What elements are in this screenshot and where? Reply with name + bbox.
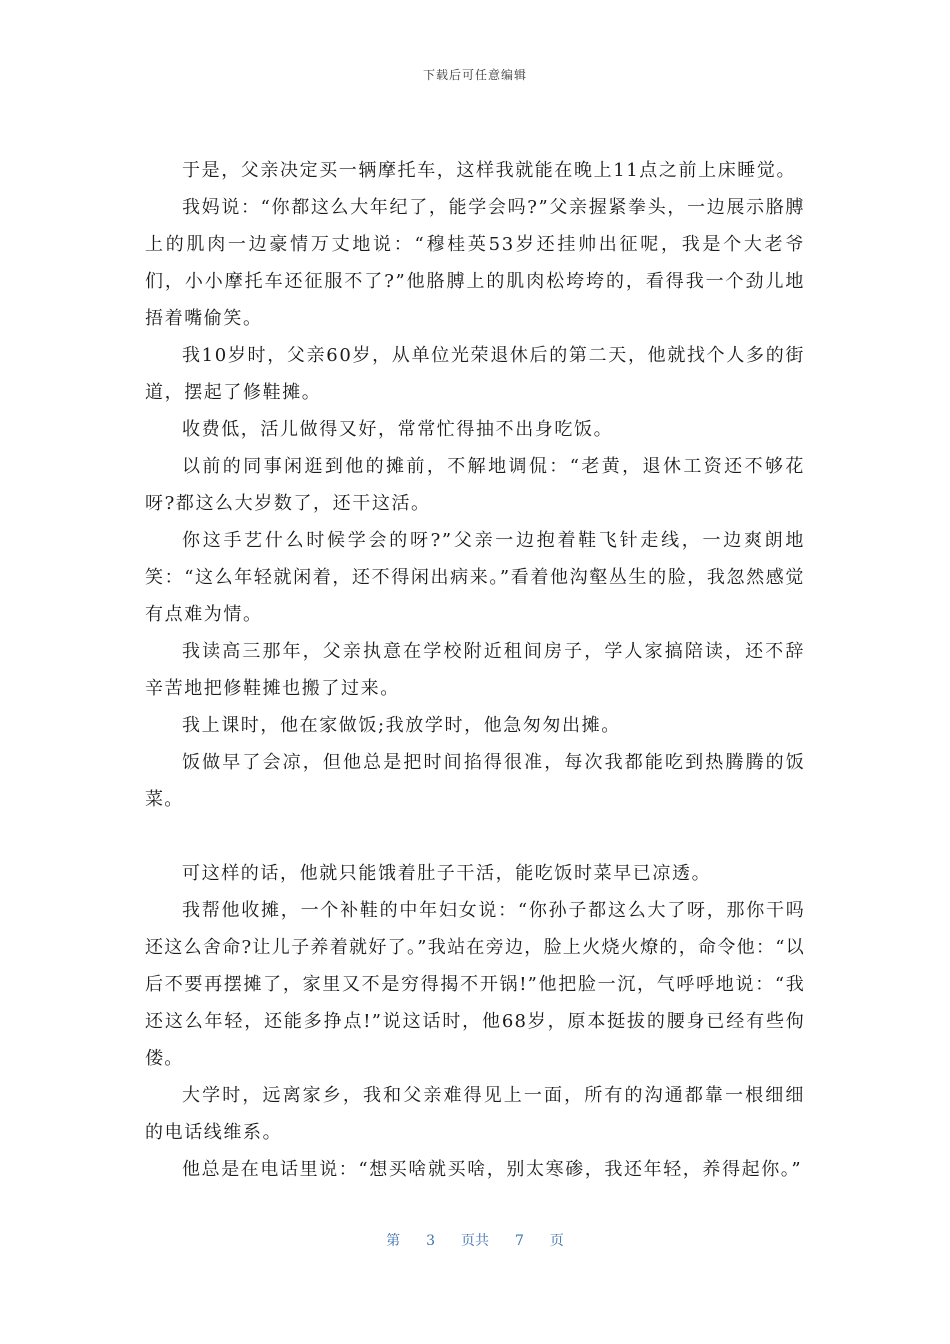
paragraph: 我10岁时，父亲60岁，从单位光荣退休后的第二天，他就找个人多的街道，摆起了修鞋摊。 (145, 345, 805, 403)
paragraph: 饭做早了会凉，但他总是把时间掐得很准，每次我都能吃到热腾腾的饭菜。 (145, 752, 805, 810)
footer-page-number: 3 (426, 1233, 435, 1249)
paragraph: 以前的同事闲逛到他的摊前，不解地调侃：“老黄，退休工资还不够花呀?都这么大岁数了，还干这活。 (145, 456, 805, 514)
footer-total-pages: 7 (515, 1233, 524, 1249)
paragraph: 大学时，远离家乡，我和父亲难得见上一面，所有的沟通都靠一根细细的电话线维系。 (145, 1085, 805, 1143)
paragraph: 我帮他收摊，一个补鞋的中年妇女说：“你孙子都这么大了呀，那你干吗还这么舍命?让儿子养着就好了。”我站在旁边，脸上火烧火燎的，命令他：“以后不要再摆摊了，家里又不是穷得揭不开锅!”他把脸一沉，气呼呼地说：“我还这么年轻，还能多挣点!”说这话时，他68岁，原本挺拔的腰身已经有些佝偻。 (145, 900, 805, 1069)
paragraph: 我妈说：“你都这么大年纪了，能学会吗?”父亲握紧拳头，一边展示胳膊上的肌肉一边豪情万丈地说：“穆桂英53岁还挂帅出征呢，我是个大老爷们，小小摩托车还征服不了?”他胳膊上的肌肉松垮垮的，看得我一个劲儿地捂着嘴偷笑。 (145, 197, 805, 329)
paragraph: 于是，父亲决定买一辆摩托车，这样我就能在晚上11点之前上床睡觉。 (182, 160, 797, 181)
page-header: 下载后可任意编辑 (422, 68, 527, 82)
page-footer (0, 1230, 950, 1250)
footer-prefix: 第 (386, 1233, 401, 1249)
blank-line (145, 818, 805, 855)
body-text (145, 152, 805, 1188)
paragraph: 收费低，活儿做得又好，常常忙得抽不出身吃饭。 (182, 419, 614, 440)
paragraph: 我上课时，他在家做饭;我放学时，他急匆匆出摊。 (182, 715, 621, 736)
footer-middle: 页共 (461, 1233, 489, 1249)
footer-suffix: 页 (549, 1233, 564, 1249)
paragraph: 他总是在电话里说：“想买啥就买啥，别太寒碜，我还年轻，养得起你。” (182, 1159, 803, 1180)
paragraph: 你这手艺什么时候学会的呀?”父亲一边抱着鞋飞针走线，一边爽朗地笑：“这么年轻就闲着，还不得闲出病来。”看着他沟壑丛生的脸，我忽然感觉有点难为情。 (145, 530, 805, 625)
paragraph: 我读高三那年，父亲执意在学校附近租间房子，学人家搞陪读，还不辞辛苦地把修鞋摊也搬了过来。 (145, 641, 805, 699)
paragraph: 可这样的话，他就只能饿着肚子干活，能吃饭时菜早已凉透。 (182, 863, 712, 884)
